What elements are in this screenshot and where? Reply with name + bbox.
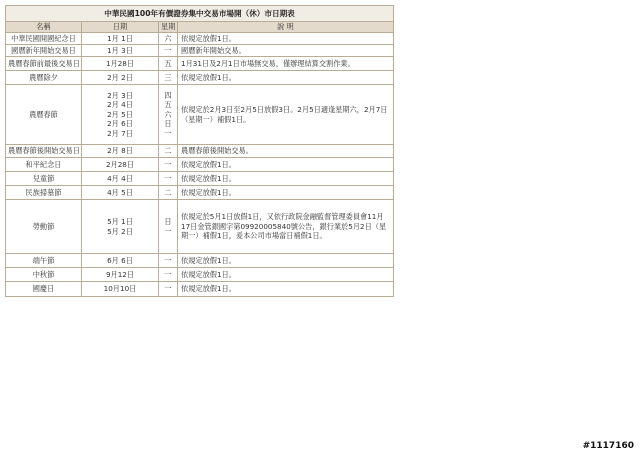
date-value: 1月 1日 xyxy=(107,33,133,43)
date-cell xyxy=(82,33,159,45)
weekday-value: 三 xyxy=(164,72,172,82)
description-cell: 農曆春節後開始交易。 xyxy=(178,145,394,158)
date-value: 1月 3日 xyxy=(107,45,133,55)
date-cell xyxy=(82,282,159,297)
description-cell: 依規定放假1日。 xyxy=(178,71,394,85)
table-row xyxy=(6,172,394,186)
weekday-cell xyxy=(159,282,178,297)
watermark-id: #1117160 xyxy=(582,441,634,451)
date-value: 2月 2日 xyxy=(107,72,133,82)
table-row xyxy=(6,57,394,71)
table-row xyxy=(6,71,394,85)
weekday-cell xyxy=(159,254,178,268)
date-cell xyxy=(82,145,159,158)
weekday-value: 一 xyxy=(164,45,172,55)
holiday-name-cell: 農曆春節後開始交易日 xyxy=(6,145,82,158)
weekday-cell xyxy=(159,45,178,57)
date-cell xyxy=(82,186,159,200)
weekday-value: 一 xyxy=(164,284,172,294)
holiday-name-cell: 農曆春節 xyxy=(6,85,82,145)
table-row xyxy=(6,268,394,282)
date-value: 10月10日 xyxy=(103,284,137,294)
date-value: 5月 2日 xyxy=(107,226,133,236)
weekday-cell xyxy=(159,158,178,172)
description-cell: 依規定放假1日。 xyxy=(178,158,394,172)
column-header-weekday: 星期 xyxy=(159,22,178,33)
weekday-value: 日 xyxy=(164,217,172,226)
weekday-cell xyxy=(159,172,178,186)
table-title: 中華民國100年有價證券集中交易市場開（休）市日期表 xyxy=(6,6,394,22)
description-cell: 依規定放假1日。 xyxy=(178,282,394,297)
holiday-schedule-table xyxy=(5,5,394,297)
date-value: 4月 5日 xyxy=(107,187,133,197)
description-cell: 依規定於2月3日至2月5日放假3日。2月5日適逢星期六，2月7日（星期一）補假1日。 xyxy=(178,85,394,145)
table-row xyxy=(6,254,394,268)
date-value: 2月 3日 xyxy=(107,90,133,100)
weekday-value: 二 xyxy=(164,187,172,197)
date-cell xyxy=(82,57,159,71)
weekday-value: 一 xyxy=(164,255,172,265)
holiday-name-cell: 和平紀念日 xyxy=(6,158,82,172)
date-value: 2月 7日 xyxy=(107,128,133,138)
date-value: 1月28日 xyxy=(105,58,135,68)
description-cell: 依規定放假1日。 xyxy=(178,172,394,186)
weekday-value: 日 xyxy=(164,119,172,129)
weekday-value: 一 xyxy=(164,226,172,236)
weekday-cell xyxy=(159,145,178,158)
weekday-value: 一 xyxy=(164,128,172,138)
column-header-name: 名稱 xyxy=(6,22,82,33)
description-cell: 依規定於5月1日放假1日，又依行政院金融監督管理委員會11月17日金管銀國字第09920005840號公告，銀行業於5月2日（星期一）補假1日，爰本公司市場當日補假1日。 xyxy=(178,200,394,254)
date-cell xyxy=(82,85,159,145)
column-header-date: 日期 xyxy=(82,22,159,33)
table-row xyxy=(6,158,394,172)
holiday-name-cell: 國慶日 xyxy=(6,282,82,297)
description-cell: 依規定放假1日。 xyxy=(178,268,394,282)
description-cell: 依規定放假1日。 xyxy=(178,186,394,200)
weekday-cell xyxy=(159,85,178,145)
weekday-value: 五 xyxy=(164,58,172,68)
column-header-description: 說 明 xyxy=(178,22,394,33)
weekday-cell xyxy=(159,57,178,71)
weekday-value: 四 xyxy=(164,90,172,100)
date-value: 5月 1日 xyxy=(107,217,133,226)
table-row xyxy=(6,85,394,145)
date-value: 6月 6日 xyxy=(107,255,133,265)
weekday-value: 五 xyxy=(164,100,172,110)
weekday-value: 一 xyxy=(164,173,172,183)
date-value: 2月 8日 xyxy=(107,146,133,156)
table-row xyxy=(6,282,394,297)
date-cell xyxy=(82,172,159,186)
description-cell: 國曆新年開始交易。 xyxy=(178,45,394,57)
weekday-value: 一 xyxy=(164,269,172,279)
table-row xyxy=(6,145,394,158)
description-cell: 依規定放假1日。 xyxy=(178,33,394,45)
weekday-value: 二 xyxy=(164,146,172,156)
weekday-cell xyxy=(159,33,178,45)
date-value: 2月 6日 xyxy=(107,119,133,129)
holiday-name-cell: 勞動節 xyxy=(6,200,82,254)
holiday-name-cell: 中秋節 xyxy=(6,268,82,282)
holiday-name-cell: 農曆除夕 xyxy=(6,71,82,85)
date-cell xyxy=(82,254,159,268)
holiday-name-cell: 中華民國開國紀念日 xyxy=(6,33,82,45)
weekday-value: 六 xyxy=(164,109,172,119)
date-value: 9月12日 xyxy=(105,269,135,279)
holiday-name-cell: 端午節 xyxy=(6,254,82,268)
table-row xyxy=(6,33,394,45)
date-cell xyxy=(82,268,159,282)
date-value: 4月 4日 xyxy=(107,173,133,183)
table-row xyxy=(6,200,394,254)
table-row xyxy=(6,45,394,57)
date-value: 2月 4日 xyxy=(107,100,133,110)
date-cell xyxy=(82,200,159,254)
weekday-cell xyxy=(159,186,178,200)
date-value: 2月28日 xyxy=(105,159,135,169)
date-value: 2月 5日 xyxy=(107,109,133,119)
holiday-name-cell: 民族掃墓節 xyxy=(6,186,82,200)
weekday-cell xyxy=(159,71,178,85)
weekday-value: 一 xyxy=(164,159,172,169)
date-cell xyxy=(82,158,159,172)
date-cell xyxy=(82,71,159,85)
holiday-name-cell: 兒童節 xyxy=(6,172,82,186)
description-cell: 依規定放假1日。 xyxy=(178,254,394,268)
date-cell xyxy=(82,45,159,57)
table-body xyxy=(6,33,394,297)
table-row xyxy=(6,186,394,200)
holiday-name-cell: 國曆新年開始交易日 xyxy=(6,45,82,57)
weekday-cell xyxy=(159,200,178,254)
description-cell: 1月31日及2月1日市場無交易，僅辦理結算交割作業。 xyxy=(178,57,394,71)
holiday-name-cell: 農曆春節前最後交易日 xyxy=(6,57,82,71)
weekday-value: 六 xyxy=(164,33,172,43)
weekday-cell xyxy=(159,268,178,282)
